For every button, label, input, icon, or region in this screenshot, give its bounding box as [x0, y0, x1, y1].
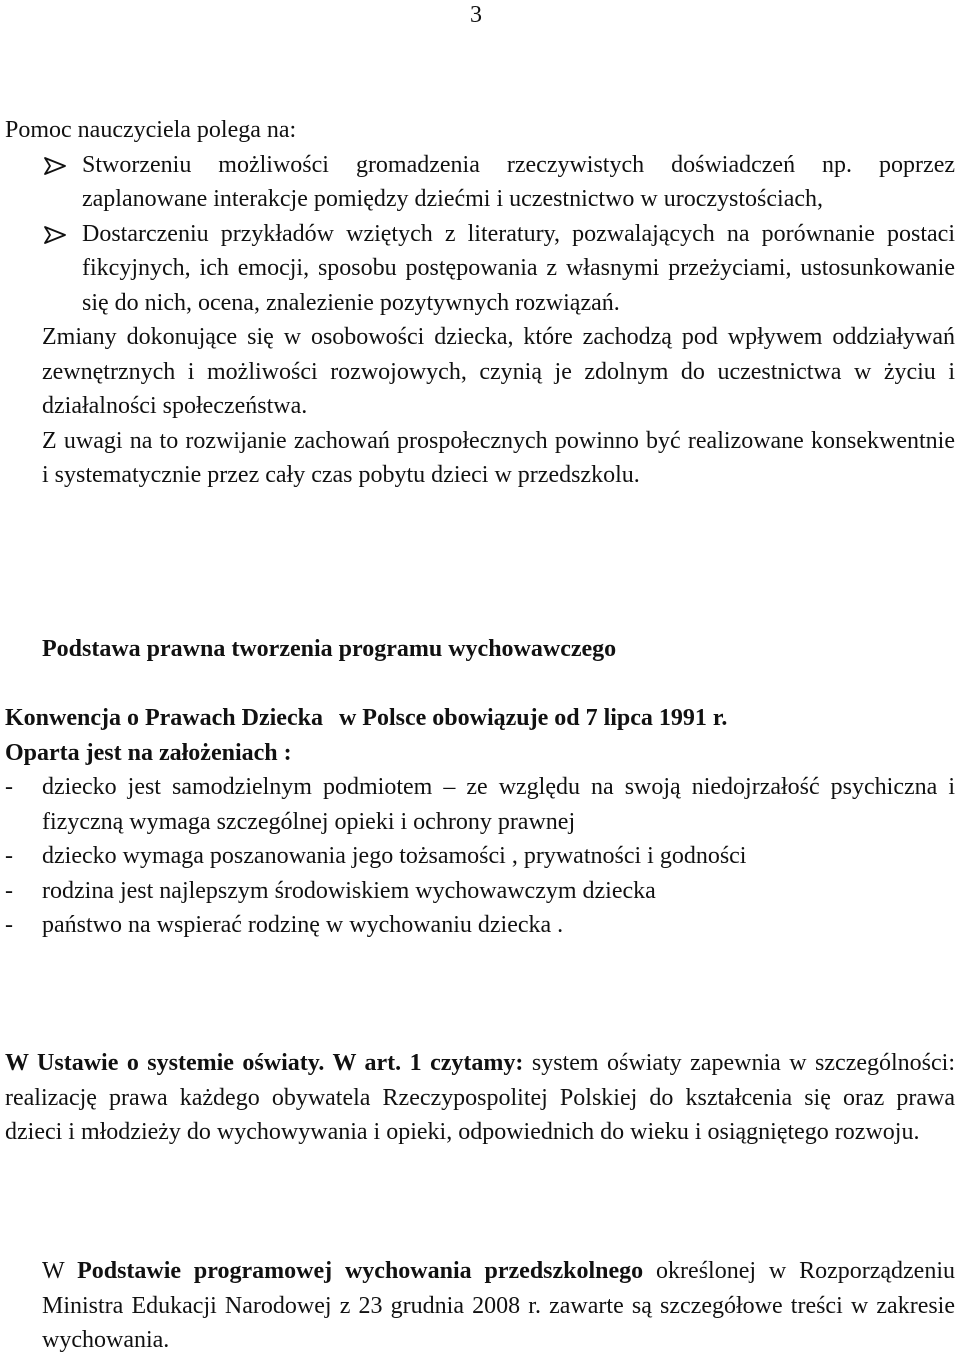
convention-date: w Polsce obowiązuje od 7 lipca 1991 r. — [338, 705, 728, 731]
arrowhead-bullet-icon — [43, 226, 67, 244]
legal-basis-heading: Podstawa prawna tworzenia programu wychowawczego — [42, 636, 617, 662]
assumption-text: dziecko wymaga poszanowania jego tożsamości , prywatności i godności — [42, 843, 747, 869]
dash-marker: - — [5, 843, 13, 869]
list-item — [5, 839, 955, 874]
assumption-text: dziecko jest samodzielnym podmiotem – ze względu na swoją niedojrzałość psychiczna i fizyczną wymaga szczególnej opieki i ochrony prawnej — [42, 774, 955, 835]
core-curriculum-text: określonej w Rozporządzeniu Ministra Edukacji Narodowej z 23 grudnia 2008 r. zawarte są szczegółowe treści w zakresie wychowania. — [42, 1258, 955, 1353]
assumptions-heading: Oparta jest na założeniach : — [5, 739, 292, 766]
dash-marker: - — [5, 877, 13, 904]
core-curriculum-paragraph — [5, 1254, 955, 1358]
education-act-text: system oświaty zapewnia w szczególności: realizację prawa każdego obywatela Rzeczypospolitej Polskiej do kształcenia się oraz prawa dzieci i młodzieży do wychowywania i opieki, odpowiednich do wieku i osiągniętego rozwoju. — [5, 1050, 956, 1145]
paragraph-development: Zmiany dokonujące się w osobowości dziecka, które zachodzą pod wpływem oddziaływań zewnętrznych i możliwości rozwojowych, czynią je zdolnym do uczestnictwa w życiu i działalności społeczeństwa. — [42, 324, 955, 419]
paragraph-prosocial: Z uwagi na to rozwijanie zachowań prospołecznych powinno być realizowane konsekwentnie i systematycznie przez cały czas pobytu dzieci w przedszkolu. — [42, 427, 955, 488]
list-item — [5, 770, 955, 839]
bullet-text: Stworzeniu możliwości gromadzenia rzeczywistych doświadczeń np. poprzez zaplanowane interakcje pomiędzy dziećmi i uczestnictwo w uroczystościach, — [82, 151, 955, 212]
page-number: 3 — [470, 2, 482, 28]
dash-marker: - — [5, 912, 13, 938]
list-item — [5, 217, 955, 321]
assumption-text: państwo na wspierać rodzinę w wychowaniu dziecka . — [42, 912, 564, 938]
bullet-text: Dostarczeniu przykładów wziętych z literatury, pozwalających na porównanie postaci fikcyjnych, ich emocji, sposobu postępowania z własnymi przeżyciami, ustosunkowanie się do nich, ocena, znalezienie pozytywnych rozwiązań. — [82, 220, 955, 316]
convention-line — [5, 701, 955, 736]
intro-section — [5, 113, 955, 493]
intro-heading: Pomoc nauczyciela polega na: — [5, 117, 297, 143]
arrowhead-bullet-icon — [43, 157, 67, 175]
core-curriculum-title: Podstawie programowej wychowania przedszkolnego — [77, 1258, 644, 1284]
list-item — [5, 908, 955, 943]
convention-section — [5, 701, 955, 943]
list-item — [5, 874, 955, 909]
dash-marker: - — [5, 774, 13, 800]
list-item — [5, 148, 955, 217]
education-act-intro: W Ustawie o systemie oświaty. W art. 1 czytamy: — [5, 1050, 524, 1076]
convention-title: Konwencja o Prawach Dziecka — [5, 705, 323, 731]
education-act-paragraph — [5, 1046, 955, 1150]
core-curriculum-lead: W — [42, 1258, 78, 1284]
assumption-text: rodzina jest najlepszym środowiskiem wychowawczym dziecka — [42, 877, 656, 904]
teacher-help-list — [5, 148, 955, 321]
